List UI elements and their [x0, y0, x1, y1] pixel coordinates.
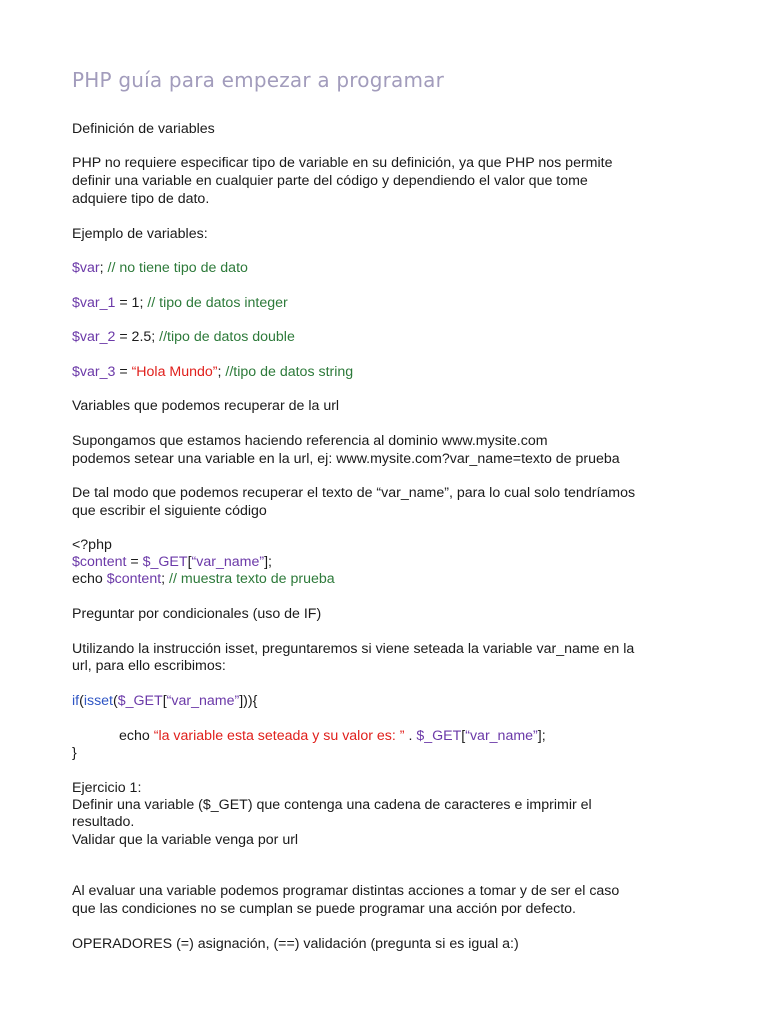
code-keyword: if — [72, 693, 80, 709]
exercise-line: Validar que la variable venga por url — [72, 832, 299, 848]
code-string-key: “var_name” — [191, 554, 265, 570]
code-variable: $content — [72, 554, 127, 570]
code-php-open: <?php — [72, 537, 112, 553]
code-example-4 — [72, 364, 353, 382]
code-comment: // muestra texto de prueba — [169, 571, 335, 587]
code-text: echo — [119, 728, 154, 744]
code-string-key: “var_name” — [465, 728, 538, 744]
code-string-key: “var_name” — [166, 693, 240, 709]
code-variable: $var_3 — [72, 364, 116, 380]
code-variable: $_GET — [117, 693, 163, 709]
code-string: “la variable esta seteada y su valor es: ” — [153, 728, 409, 744]
code-comment: //tipo de datos string — [225, 364, 354, 380]
code-variable: $var_2 — [72, 329, 116, 345]
code-text: = — [115, 364, 132, 380]
exercise-title: Ejercicio 1: — [72, 780, 142, 796]
code-text: = 1; — [115, 295, 148, 311]
code-variable: $content — [106, 571, 162, 587]
code-text: ( — [79, 693, 84, 709]
code-text: echo — [72, 571, 107, 587]
code-close-brace: } — [72, 745, 77, 761]
paragraph-line: De tal modo que podemos recuperar el texto de “var_name”, para lo cual solo tendríamos — [72, 485, 636, 501]
paragraph-line: que las condiciones no se cumplan se puede programar una acción por defecto. — [72, 901, 576, 917]
code-line-echo-if — [119, 728, 546, 746]
code-comment: // tipo de datos integer — [147, 295, 288, 311]
section-heading-variables: Definición de variables — [72, 121, 215, 137]
code-line-echo — [72, 571, 335, 589]
code-text: [ — [162, 693, 167, 709]
code-variable: $var — [72, 260, 100, 276]
code-text: ; — [217, 364, 226, 380]
code-function: isset — [83, 693, 113, 709]
code-text: ( — [113, 693, 118, 709]
section-heading-url: Variables que podemos recuperar de la url — [72, 398, 340, 414]
code-line-content — [72, 554, 272, 572]
examples-heading: Ejemplo de variables: — [72, 226, 208, 242]
paragraph-line: adquiere tipo de dato. — [72, 191, 210, 207]
code-variable: $var_1 — [72, 295, 116, 311]
code-line-if — [72, 693, 257, 711]
code-text: = — [126, 554, 143, 570]
code-text: [ — [461, 728, 466, 744]
code-example-3 — [72, 329, 295, 347]
code-variable: $_GET — [416, 728, 462, 744]
code-comment: //tipo de datos double — [159, 329, 295, 345]
code-text: ; — [161, 571, 170, 587]
code-string: “Hola Mundo” — [131, 364, 218, 380]
paragraph-line: Al evaluar una variable podemos programar distintas acciones a tomar y de ser el caso — [72, 883, 620, 899]
code-example-2 — [72, 295, 288, 313]
code-text: ; — [99, 260, 108, 276]
paragraph-line: podemos setear una variable en la url, ej: www.mysite.com?var_name=texto de prueba — [72, 451, 620, 467]
exercise-line: resultado. — [72, 814, 135, 830]
code-text: ]; — [264, 554, 272, 570]
paragraph-line: Utilizando la instrucción isset, preguntaremos si viene seteada la variable var_name en la — [72, 641, 635, 657]
paragraph-line: url, para ello escribimos: — [72, 658, 226, 674]
page-title: PHP guía para empezar a programar — [72, 68, 445, 92]
operators-line: OPERADORES (=) asignación, (==) validación (pregunta si es igual a:) — [72, 936, 519, 952]
paragraph-line: definir una variable en cualquier parte del código y dependiendo el valor que tome — [72, 173, 588, 189]
paragraph-line: PHP no requiere especificar tipo de variable en su definición, ya que PHP nos permite — [72, 155, 613, 171]
section-heading-if: Preguntar por condicionales (uso de IF) — [72, 606, 322, 622]
exercise-line: Definir una variable ($_GET) que contenga una cadena de caracteres e imprimir el — [72, 797, 592, 813]
code-text: ])){ — [239, 693, 258, 709]
code-text: ]; — [537, 728, 546, 744]
code-text: = 2.5; — [115, 329, 160, 345]
code-variable: $_GET — [142, 554, 188, 570]
paragraph-line: Supongamos que estamos haciendo referencia al dominio www.mysite.com — [72, 433, 548, 449]
paragraph-line: que escribir el siguiente código — [72, 503, 267, 519]
code-text: . — [408, 728, 417, 744]
code-example-1 — [72, 260, 248, 278]
code-comment: // no tiene tipo de dato — [107, 260, 248, 276]
code-text: [ — [187, 554, 192, 570]
